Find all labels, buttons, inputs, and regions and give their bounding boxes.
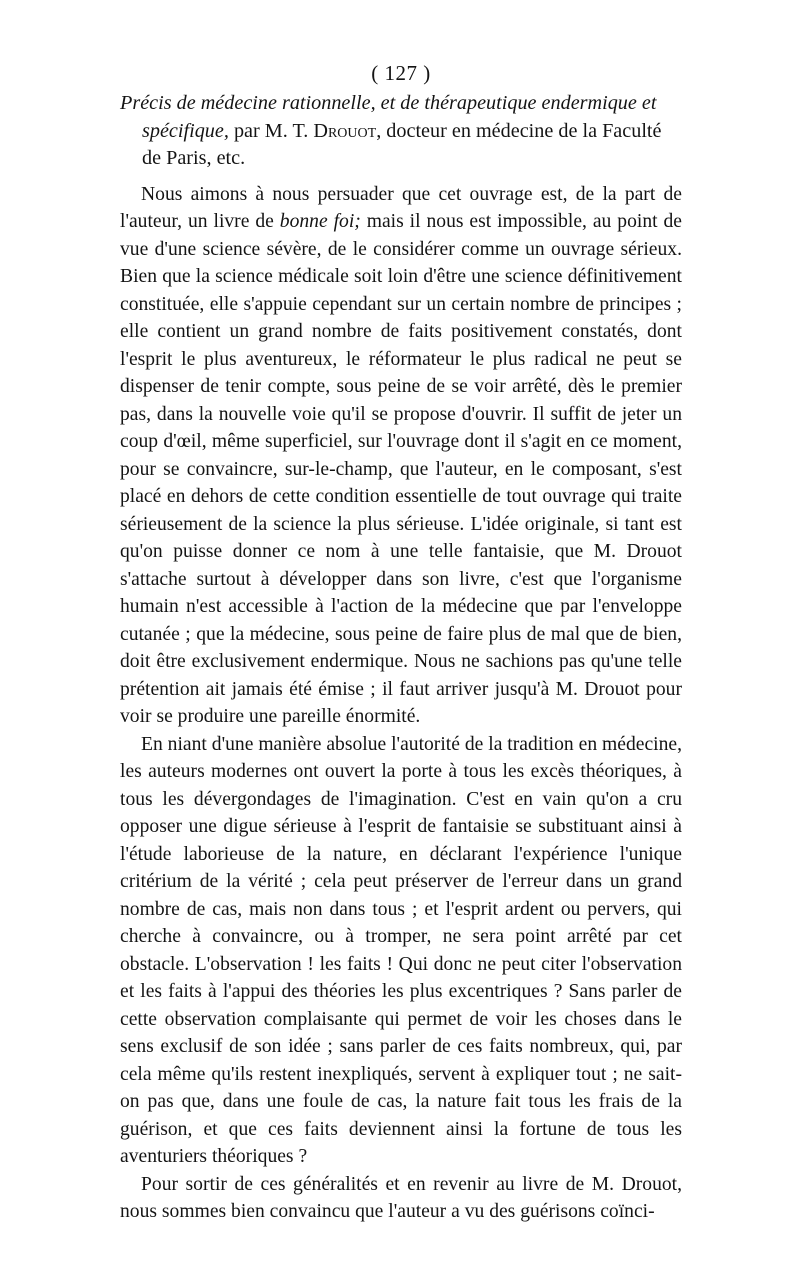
author-credentials: , docteur en médecine de la Faculté de Paris, etc.	[142, 119, 662, 169]
spacer	[120, 173, 682, 181]
book-page	[120, 58, 682, 1226]
author-name: Drouot	[313, 119, 377, 142]
paragraph-1	[120, 181, 682, 731]
book-title: Précis de médecine rationnelle, et de thérapeutique endermique et spécifique,	[120, 92, 657, 142]
paragraph-3: Pour sortir de ces généralités et en revenir au livre de M. Drouot, nous sommes bien convaincu que l'auteur a vu des guérisons coïnci-	[120, 1173, 682, 1222]
byline-prefix: par M. T.	[228, 119, 314, 142]
paragraph-1-text-a: Nous aimons à nous persuader que cet ouvrage est, de la part de l'auteur, un livre de	[120, 183, 682, 232]
paragraph-1-italic: bonne foi;	[279, 211, 361, 232]
paragraph-2: En niant d'une manière absolue l'autorité de la tradition en médecine, les auteurs modernes ont ouvert la porte à tous les excès théoriques, à tous les dévergondages de l'imagination. C'est en vain qu'on a cru opposer une digue sérieuse à l'esprit de fantaisie se substituant ainsi à l'étude laborieuse de la nature, en déclarant l'expérience l'unique critérium de la vérité ; cela peut préserver de l'erreur dans un grand nombre de cas, mais non dans tous ; et l'esprit ardent ou pervers, qui cherche à convaincre, ou à tromper, ne sera point arrêté par cet obstacle. L'observation ! les faits ! Qui donc ne peut citer l'observation et les faits à l'appui des théories les plus excentriques ? Sans parler de cette observation complaisante qui permet de voir les choses dans le sens exclusif de son idée ; sans parler de ces faits nombreux, qui, par cela même qu'ils restent inexpliqués, servent à expliquer tout ; ne sait-on pas que, dans une foule de cas, la nature fait tous les frais de la guérison, et que ces faits deviennent ainsi la fortune de tous les aventuriers théoriques ?	[120, 733, 682, 1167]
page-number: ( 127 )	[371, 61, 431, 85]
paragraph-1-text-b: mais il nous est impossible, au point de vue d'une science sévère, de le considérer comme un ouvrage sérieux. Bien que la science médicale soit loin d'être une science définitivement constituée, elle s'appuie cependant sur un certain nombre de principes ; elle contient un grand nombre de faits positivement constatés, dont l'esprit le plus aventureux, le réformateur le plus radical ne peut se dispenser de tenir compte, sous peine de se voir arrêté, dès le premier pas, dans la nouvelle voie qu'il se propose d'ouvrir. Il suffit de jeter un coup d'œil, même superficiel, sur l'ouvrage dont il s'agit en ce moment, pour se convaincre, sur-le-champ, que l'auteur, en le composant, s'est placé en dehors de cette condition essentielle de tout ouvrage qui traite sérieusement de la science la plus sérieuse. L'idée originale, si tant est qu'on puisse donner ce nom à une telle fantaisie, que M. Drouot s'attache surtout à développer dans son livre, c'est que l'organisme humain n'est accessible à l'action de la médecine que par l'enveloppe cutanée ; que la médecine, sous peine de faire plus de mal que de bien, doit être exclusivement endermique. Nous ne sachions pas qu'une telle prétention ait jamais été émise ; il faut arriver jusqu'à M. Drouot pour voir se produire une pareille énormité.	[120, 211, 682, 727]
review-entry-heading	[120, 90, 682, 173]
